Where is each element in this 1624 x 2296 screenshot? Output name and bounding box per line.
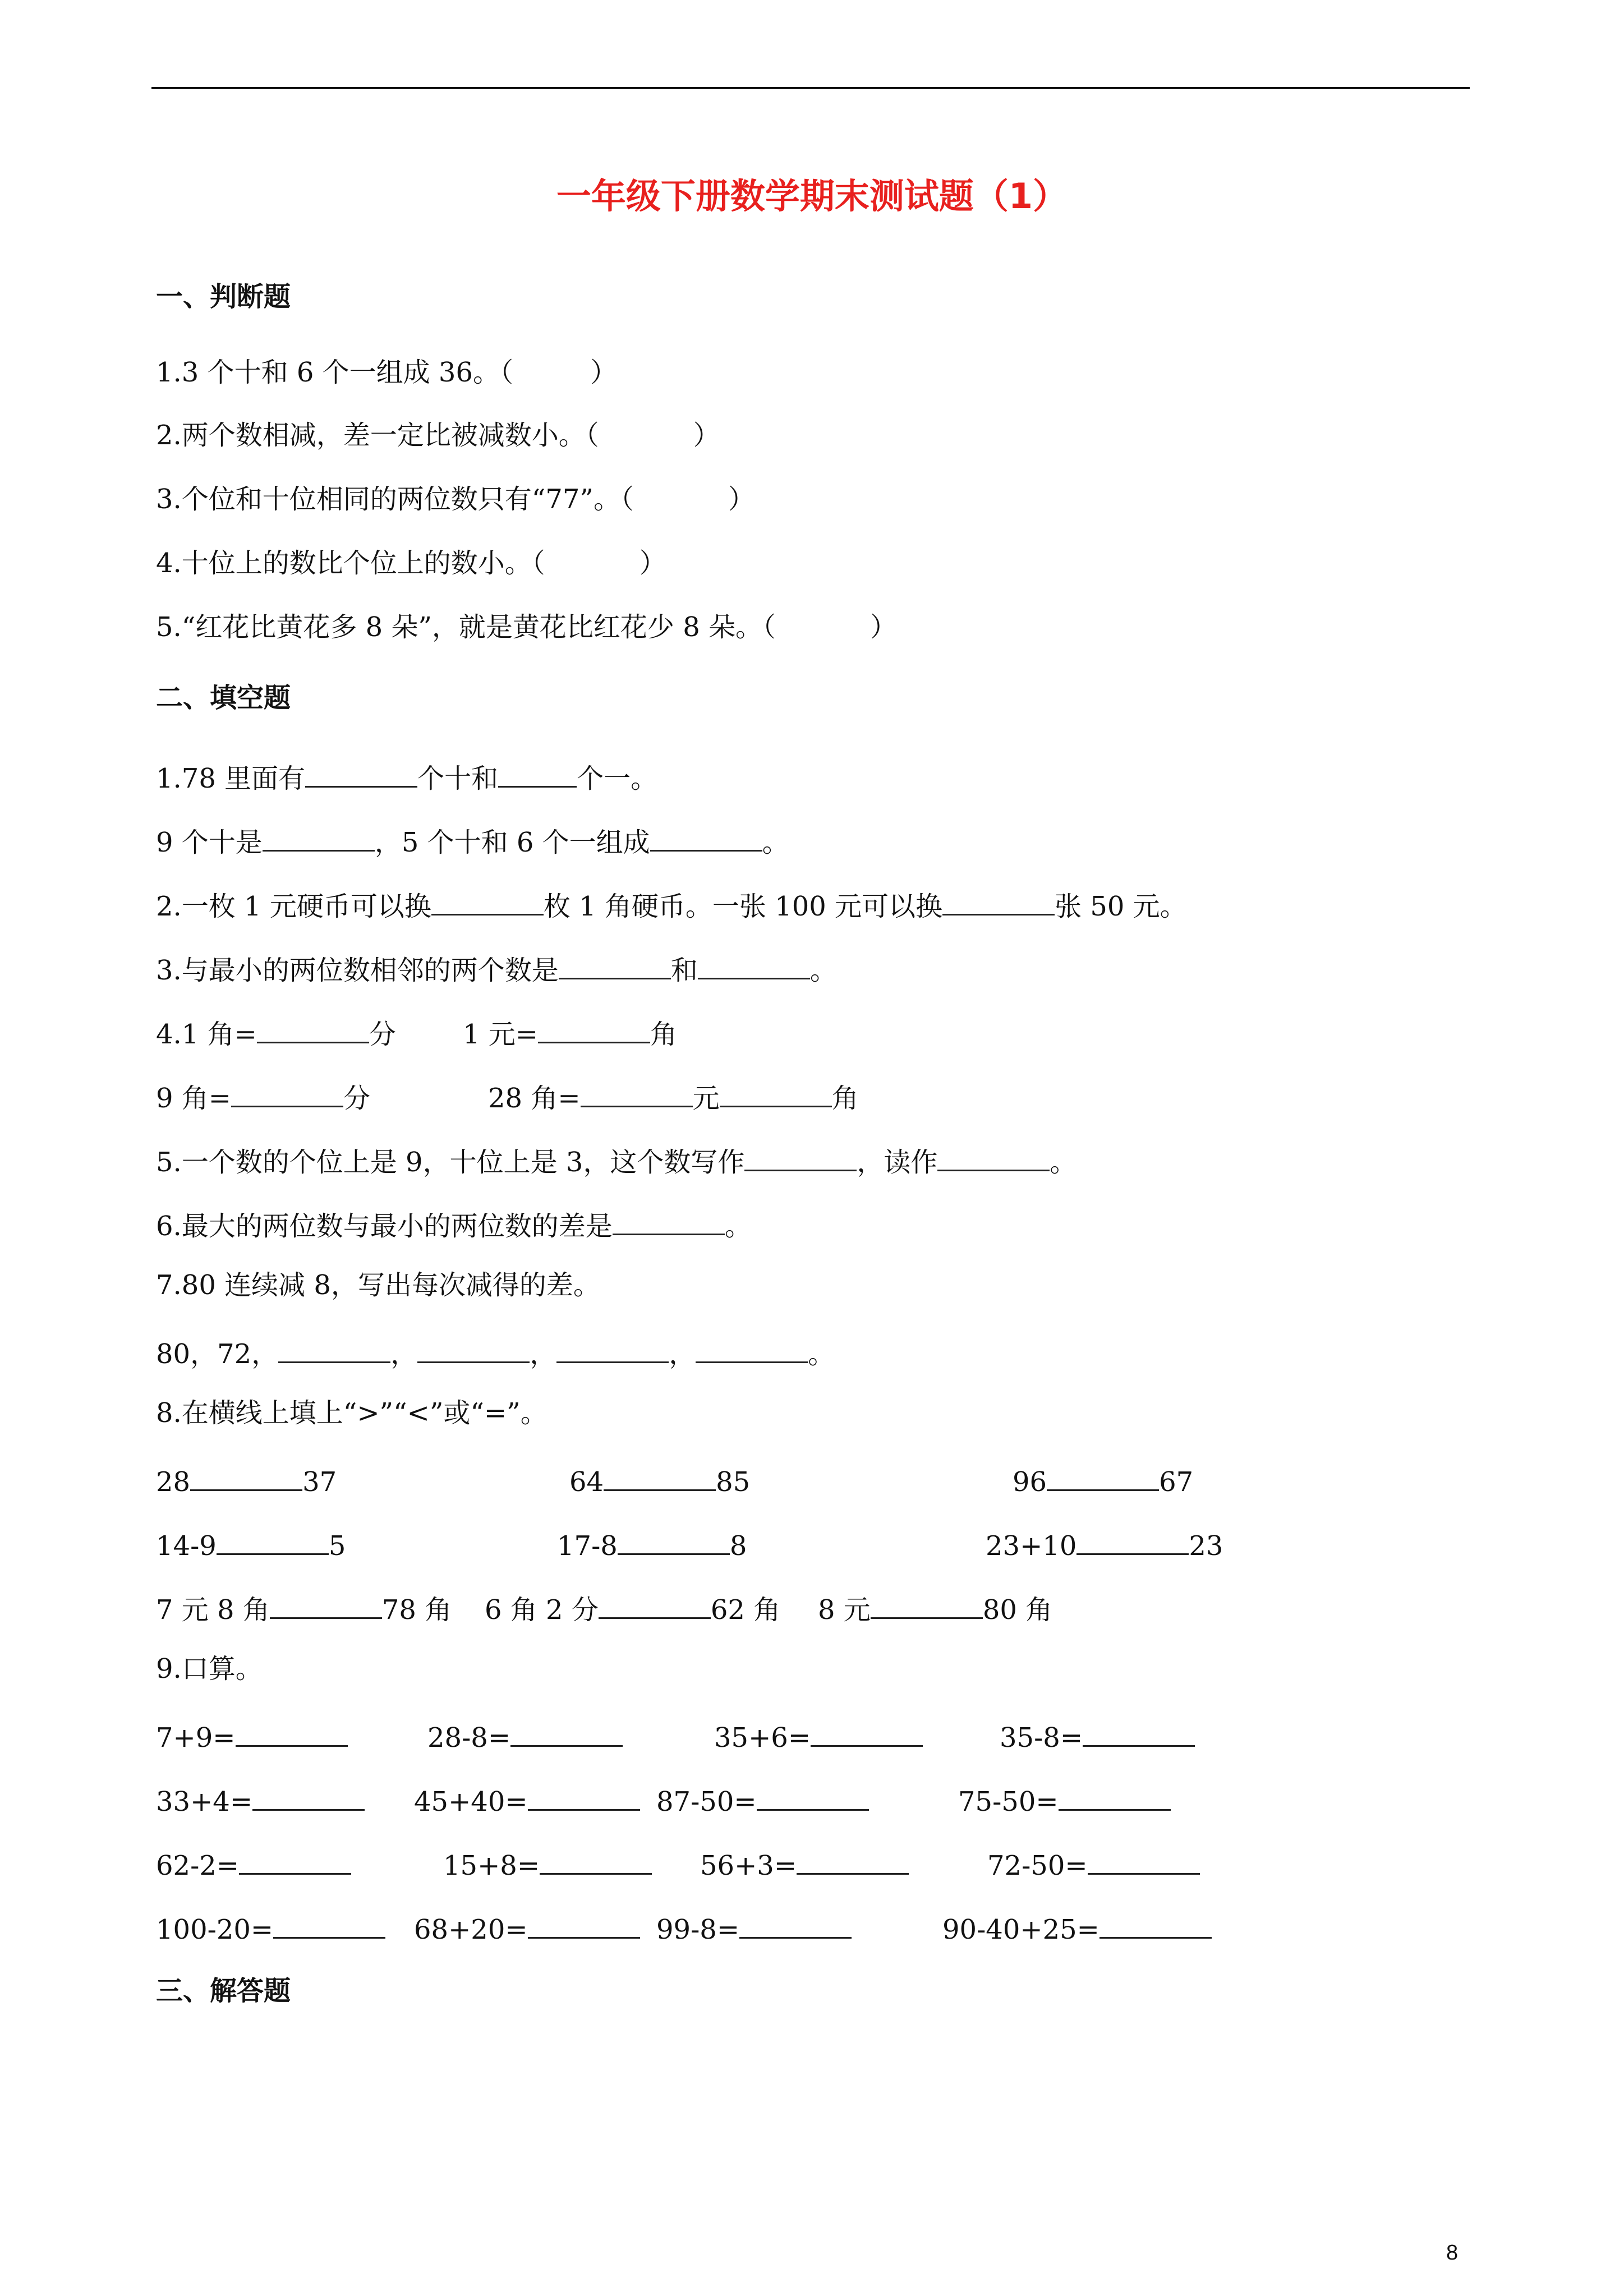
answer-blank[interactable] [498,760,577,788]
oral-item: 99-8= [656,1911,852,1943]
compare-item: 6 角 2 分 62 角 [485,1591,780,1623]
answer-blank[interactable] [278,1336,390,1363]
judge-item-3: 3.个位和十位相同的两位数只有“77”。（ ） [156,484,755,515]
fill-q6: 6.最大的两位数与最小的两位数的差是 。 [156,1208,752,1240]
oral-item: 15+8= [443,1847,652,1879]
oral-item: 56+3= [700,1847,909,1879]
answer-blank[interactable] [252,1783,365,1811]
oral-item: 90-40+25= [942,1911,1212,1943]
answer-blank[interactable] [538,1016,650,1043]
answer-blank[interactable] [528,1783,640,1811]
fill-q9: 9.口算。 [156,1653,263,1685]
answer-blank[interactable] [510,1719,623,1747]
compare-item: 8 元 80 角 [818,1591,1052,1623]
compare-item: 17-8 8 [557,1527,747,1559]
answer-blank[interactable] [757,1783,869,1811]
answer-blank[interactable] [273,1911,385,1939]
answer-blank[interactable] [263,824,375,852]
answer-blank[interactable] [239,1847,351,1875]
judge-item-4: 4.十位上的数比个位上的数小。（ ） [156,547,666,579]
answer-blank[interactable] [257,1016,369,1043]
answer-blank[interactable] [604,1464,716,1491]
fill-q4a: 4.1 角= 分 [156,1016,396,1048]
section-heading-solve: 三、解答题 [156,1975,291,2007]
answer-blank[interactable] [540,1847,652,1875]
answer-blank[interactable] [613,1208,725,1235]
answer-blank[interactable] [559,952,671,979]
oral-item: 62-2= [156,1847,351,1879]
header-rule [151,87,1470,89]
answer-blank[interactable] [581,1080,693,1107]
oral-item: 87-50= [656,1783,869,1815]
judge-item-2: 2.两个数相减，差一定比被减数小。（ ） [156,420,720,451]
fill-q3: 3.与最小的两位数相邻的两个数是 和 。 [156,952,837,984]
answer-blank[interactable] [698,952,810,979]
oral-item: 72-50= [987,1847,1200,1879]
judge-item-1: 1.3 个十和 6 个一组成 36。（ ） [156,357,618,388]
fill-q1a: 1.78 里面有 个十和 个一。 [156,760,657,792]
compare-item: 96 67 [1013,1464,1193,1496]
answer-blank[interactable] [871,1591,983,1619]
page-title: 一年级下册数学期末测试题（1） [556,176,1068,217]
oral-item: 28-8= [427,1719,623,1751]
answer-blank[interactable] [270,1591,382,1619]
fill-q8: 8.在横线上填上“>”“<”或“=”。 [156,1397,548,1429]
answer-blank[interactable] [556,1336,669,1363]
oral-item: 45+40= [414,1783,640,1815]
oral-item: 68+20= [414,1911,640,1943]
oral-item: 75-50= [958,1783,1171,1815]
answer-blank[interactable] [599,1591,711,1619]
section-heading-fill: 二、填空题 [156,682,291,714]
fill-q7b: 80，72， ， ， ， 。 [156,1336,835,1368]
answer-blank[interactable] [696,1336,808,1363]
answer-blank[interactable] [797,1847,909,1875]
answer-blank[interactable] [739,1911,852,1939]
fill-q4c: 9 角= 分 [156,1080,370,1112]
answer-blank[interactable] [937,1144,1050,1171]
fill-q4d: 28 角= 元 角 [488,1080,859,1112]
answer-blank[interactable] [1059,1783,1171,1811]
fill-q7: 7.80 连续减 8，写出每次减得的差。 [156,1269,600,1301]
fill-q5: 5.一个数的个位上是 9，十位上是 3，这个数写作 ，读作 。 [156,1144,1076,1176]
answer-blank[interactable] [1083,1719,1195,1747]
compare-item: 23+10 23 [986,1527,1223,1559]
answer-blank[interactable] [1088,1847,1200,1875]
answer-blank[interactable] [1099,1911,1212,1939]
judge-item-5: 5.“红花比黄花多 8 朵”，就是黄花比红花少 8 朵。（ ） [156,611,897,643]
answer-blank[interactable] [431,888,544,915]
answer-blank[interactable] [811,1719,923,1747]
answer-blank[interactable] [236,1719,348,1747]
answer-blank[interactable] [1076,1527,1189,1555]
oral-item: 33+4= [156,1783,365,1815]
answer-blank[interactable] [190,1464,302,1491]
answer-blank[interactable] [942,888,1055,915]
page-number: 8 [1446,2241,1459,2265]
section-heading-judge: 一、判断题 [156,281,291,312]
answer-blank[interactable] [305,760,417,788]
answer-blank[interactable] [231,1080,343,1107]
oral-item: 100-20= [156,1911,385,1943]
answer-blank[interactable] [618,1527,730,1555]
oral-item: 7+9= [156,1719,348,1751]
answer-blank[interactable] [217,1527,329,1555]
answer-blank[interactable] [744,1144,857,1171]
oral-item: 35-8= [1000,1719,1195,1751]
compare-item: 28 37 [156,1464,337,1496]
answer-blank[interactable] [720,1080,832,1107]
compare-item: 7 元 8 角 78 角 [156,1591,452,1623]
compare-item: 14-9 5 [156,1527,346,1559]
oral-item: 35+6= [714,1719,923,1751]
answer-blank[interactable] [528,1911,640,1939]
answer-blank[interactable] [417,1336,530,1363]
answer-blank[interactable] [650,824,762,852]
answer-blank[interactable] [1047,1464,1159,1491]
fill-q2: 2.一枚 1 元硬币可以换 枚 1 角硬币。一张 100 元可以换 张 50 元。 [156,888,1187,920]
fill-q1b: 9 个十是 ，5 个十和 6 个一组成 。 [156,824,789,856]
compare-item: 64 85 [569,1464,750,1496]
fill-q4b: 1 元= 角 [463,1016,677,1048]
